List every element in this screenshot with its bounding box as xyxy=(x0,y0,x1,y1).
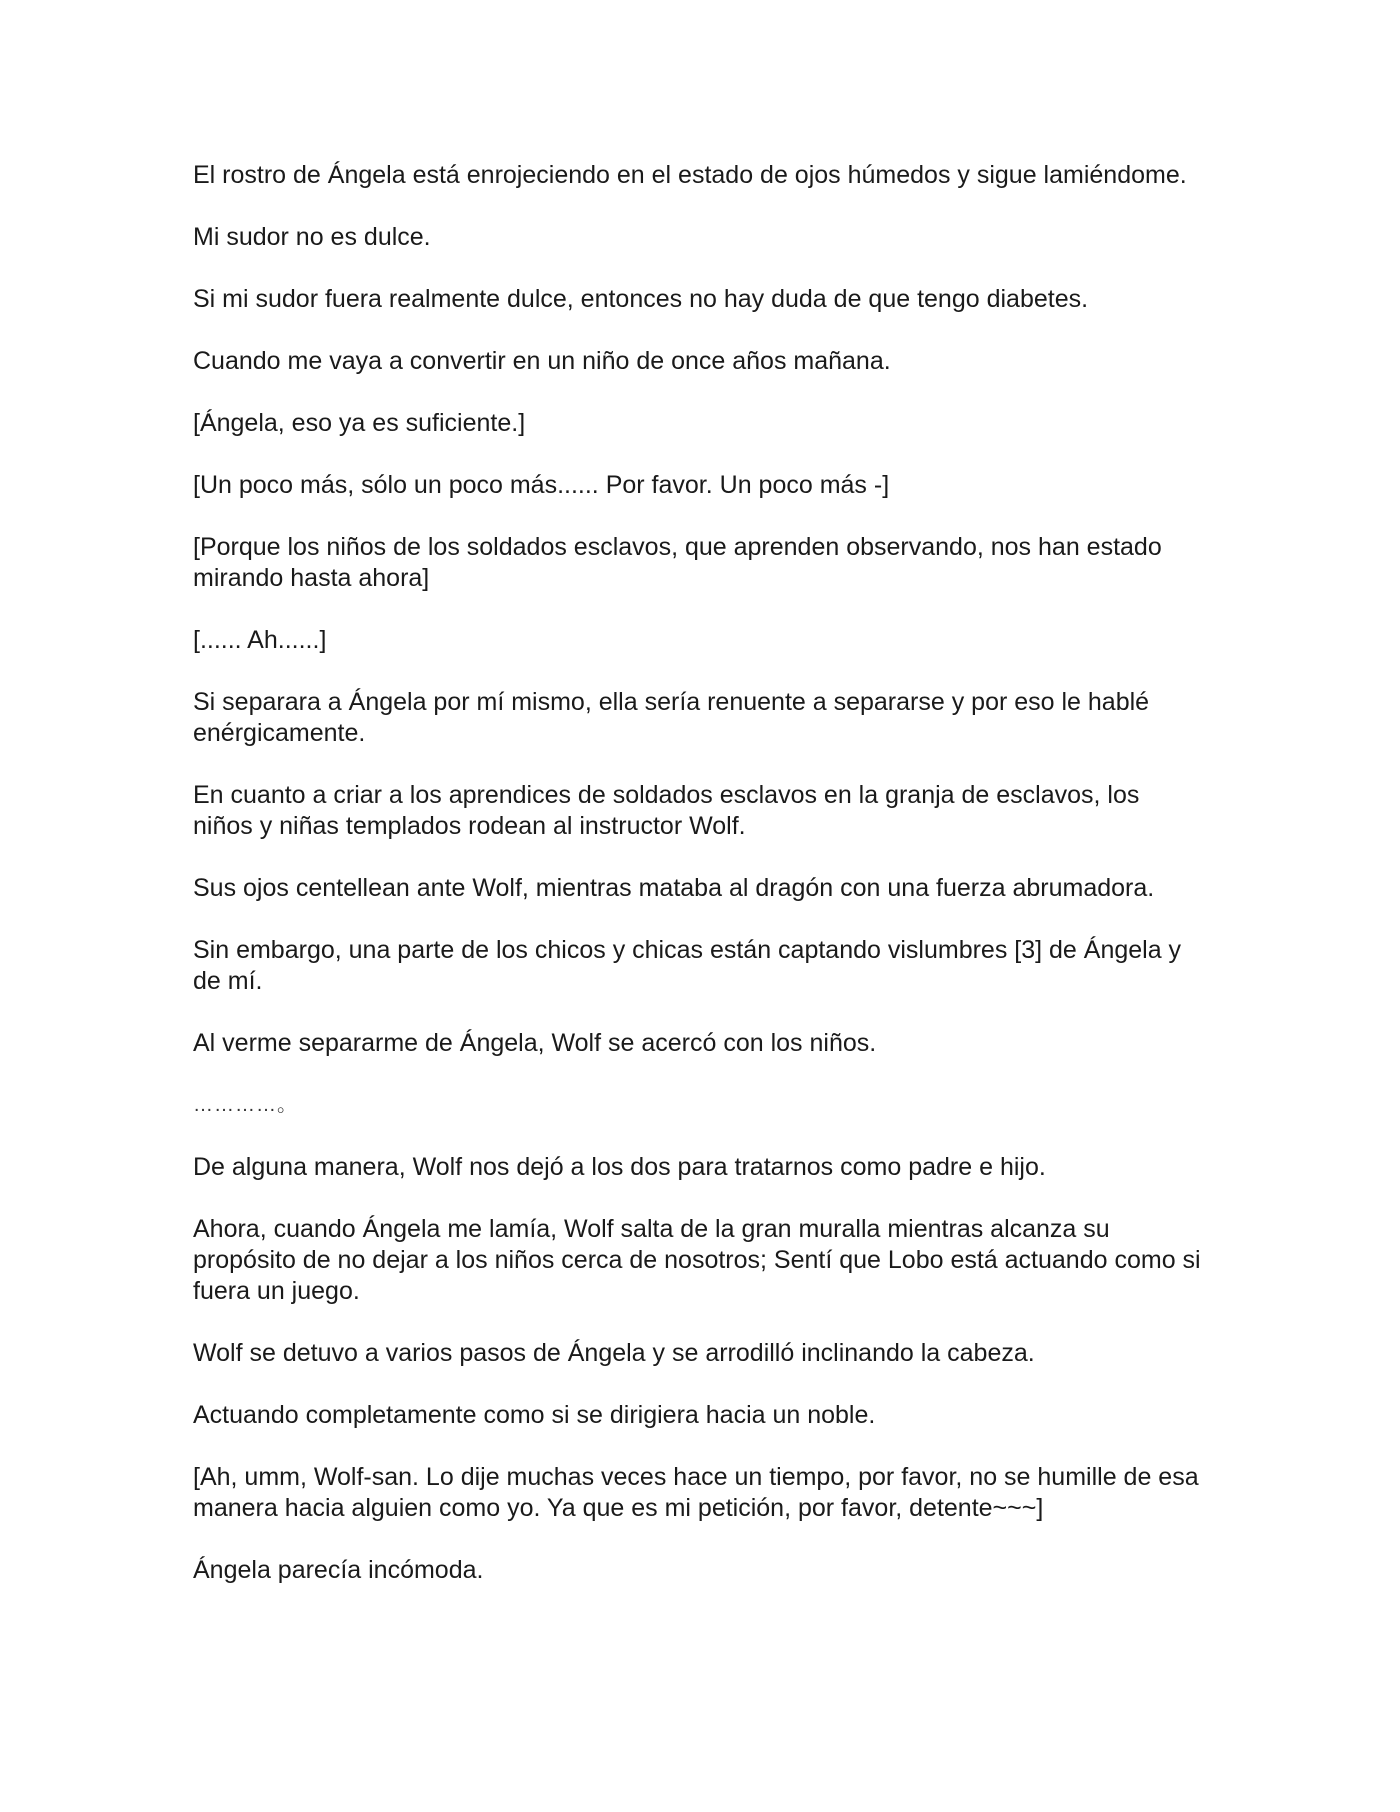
paragraph: Ahora, cuando Ángela me lamía, Wolf salta de la gran muralla mientras alcanza su propósito de no dejar a los niños cerca de nosotros; Sentí que Lobo está actuando como si fuera un juego. xyxy=(193,1215,1201,1305)
document-body xyxy=(193,160,1203,1617)
paragraph: Si separara a Ángela por mí mismo, ella sería renuente a separarse y por eso le hablé enérgicamente. xyxy=(193,688,1150,747)
dialogue-line: [Porque los niños de los soldados esclavos, que aprenden observando, nos han estado mirando hasta ahora] xyxy=(193,533,1162,592)
dialogue-line: [Ah, umm, Wolf-san. Lo dije muchas veces hace un tiempo, por favor, no se humille de esa manera hacia alguien como yo. Ya que es mi petición, por favor, detente~~~] xyxy=(193,1463,1199,1522)
paragraph: Ángela parecía incómoda. xyxy=(193,1556,484,1584)
paragraph: Sin embargo, una parte de los chicos y chicas están captando vislumbres [3] de Ángela y de mí. xyxy=(193,936,1182,995)
paragraph: Mi sudor no es dulce. xyxy=(193,223,431,251)
paragraph: En cuanto a criar a los aprendices de soldados esclavos en la granja de esclavos, los niños y niñas templados rodean al instructor Wolf. xyxy=(193,781,1140,840)
paragraph: Wolf se detuvo a varios pasos de Ángela y se arrodilló inclinando la cabeza. xyxy=(193,1339,1035,1367)
dialogue-line: [Un poco más, sólo un poco más...... Por favor. Un poco más -] xyxy=(193,471,890,499)
paragraph: Sus ojos centellean ante Wolf, mientras mataba al dragón con una fuerza abrumadora. xyxy=(193,874,1155,902)
paragraph: Cuando me vaya a convertir en un niño de once años mañana. xyxy=(193,347,891,375)
scene-separator: …………。 xyxy=(193,1094,298,1116)
paragraph: De alguna manera, Wolf nos dejó a los dos para tratarnos como padre e hijo. xyxy=(193,1153,1046,1181)
paragraph: Si mi sudor fuera realmente dulce, entonces no hay duda de que tengo diabetes. xyxy=(193,285,1089,313)
paragraph: Al verme separarme de Ángela, Wolf se acercó con los niños. xyxy=(193,1029,877,1057)
dialogue-line: [Ángela, eso ya es suficiente.] xyxy=(193,409,526,437)
paragraph: Actuando completamente como si se dirigiera hacia un noble. xyxy=(193,1401,876,1429)
paragraph: El rostro de Ángela está enrojeciendo en el estado de ojos húmedos y sigue lamiéndome. xyxy=(193,161,1187,189)
dialogue-line: [...... Ah......] xyxy=(193,626,327,654)
